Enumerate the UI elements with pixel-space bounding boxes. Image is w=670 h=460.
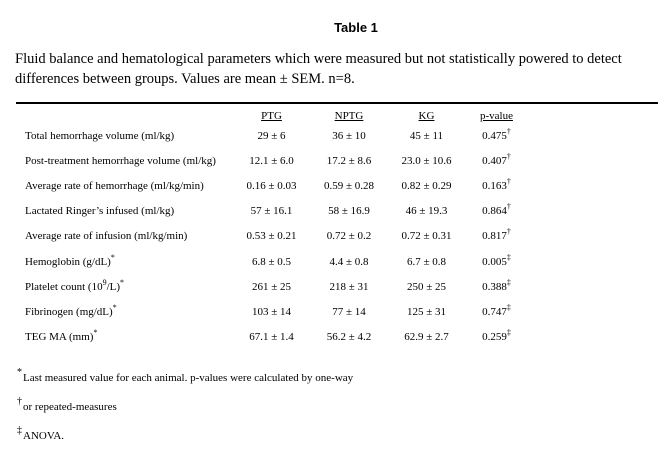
p-value-text: 0.475 [482, 129, 507, 142]
p-value-mark: † [506, 126, 511, 136]
cell-ptg: 57 ± 16.1 [250, 205, 293, 218]
cell-kg: 6.7 ± 0.8 [406, 255, 447, 268]
table-row [16, 325, 529, 350]
cell-ptg: 0.53 ± 0.21 [246, 230, 297, 243]
cell-p-value [464, 123, 529, 148]
cell-ptg: 67.1 ± 1.4 [249, 331, 294, 344]
table-row [16, 199, 529, 224]
cell-kg: 250 ± 25 [406, 280, 447, 293]
row-label-text: Platelet count (10 [25, 280, 103, 293]
row-label-text: Post-treatment hemorrhage volume (ml/kg) [25, 154, 216, 167]
cell-p-value [464, 325, 529, 350]
header-p-value: p-value [480, 109, 513, 122]
table-row [16, 173, 529, 198]
cell-nptg: 77 ± 14 [332, 305, 366, 318]
row-label [16, 148, 234, 173]
cell-ptg: 29 ± 6 [257, 129, 286, 142]
p-value-text: 0.747 [482, 305, 507, 318]
cell-kg: 0.82 ± 0.29 [401, 179, 452, 192]
table-row [16, 274, 529, 299]
cell-kg: 23.0 ± 10.6 [401, 154, 452, 167]
cell-ptg: 103 ± 14 [251, 305, 292, 318]
header-row [16, 108, 529, 123]
row-label [16, 224, 234, 249]
cell-nptg: 0.59 ± 0.28 [323, 179, 375, 192]
cell-p-value [464, 249, 529, 274]
row-label [16, 173, 234, 198]
top-rule [16, 102, 658, 104]
p-value-text: 0.005 [482, 255, 507, 268]
caption-line-1: Fluid balance and hematological parameters which were measured but not statistically powered to detect [15, 51, 622, 67]
cell-kg: 45 ± 11 [409, 129, 444, 142]
cell-ptg: 261 ± 25 [251, 280, 292, 293]
row-label [16, 123, 234, 148]
row-label-text: TEG MA (mm) [25, 331, 94, 344]
table-row [16, 249, 529, 274]
cell-kg: 46 ± 19.3 [405, 205, 448, 218]
header-parameter [16, 108, 234, 123]
header-kg: KG [418, 109, 435, 122]
table-caption [15, 49, 670, 89]
row-label-text: Fibrinogen (mg/dL) [25, 305, 113, 318]
table-row [16, 148, 529, 173]
header-nptg: NPTG [334, 109, 364, 122]
footnote-text: ANOVA. [23, 430, 65, 442]
footnote-dagger [17, 396, 117, 413]
footnote-text: or repeated-measures [23, 401, 117, 413]
cell-p-value [464, 224, 529, 249]
cell-kg: 62.9 ± 2.7 [404, 331, 449, 344]
header-ptg: PTG [261, 109, 282, 122]
p-value-text: 0.407 [482, 154, 507, 167]
cell-p-value [464, 148, 529, 173]
p-value-mark: ‡ [506, 302, 511, 312]
cell-nptg: 36 ± 10 [332, 129, 366, 142]
cell-kg: 0.72 ± 0.31 [401, 230, 452, 243]
table-title: Table 1 [334, 20, 378, 35]
label-superscript: * [120, 277, 125, 287]
cell-p-value [464, 299, 529, 324]
footnote-asterisk [17, 367, 354, 384]
row-label [16, 249, 234, 274]
footnote-double-dagger [17, 425, 65, 442]
cell-p-value [464, 274, 529, 299]
footnote-text: Last measured value for each animal. p-values were calculated by one-way [23, 372, 354, 384]
row-label-text: Average rate of infusion (ml/kg/min) [25, 230, 188, 243]
label-superscript: * [112, 302, 117, 312]
cell-p-value [464, 173, 529, 198]
caption-line-2: differences between groups. Values are mean ± SEM. n=8. [15, 71, 355, 87]
label-exponent: 9 [102, 277, 107, 287]
cell-ptg: 0.16 ± 0.03 [246, 179, 297, 192]
row-label [16, 274, 234, 299]
p-value-text: 0.817 [482, 230, 507, 243]
cell-nptg: 17.2 ± 8.6 [326, 154, 372, 167]
data-table [16, 108, 529, 350]
p-value-mark: ‡ [506, 252, 511, 262]
row-label-text: Average rate of hemorrhage (ml/kg/min) [25, 179, 204, 192]
cell-ptg: 12.1 ± 6.0 [249, 154, 294, 167]
p-value-mark: † [506, 176, 511, 186]
cell-kg: 125 ± 31 [406, 305, 447, 318]
label-superscript: * [93, 328, 98, 338]
table-row [16, 123, 529, 148]
row-label [16, 299, 234, 324]
row-label-text: Total hemorrhage volume (ml/kg) [25, 129, 175, 142]
cell-p-value [464, 199, 529, 224]
cell-nptg: 4.4 ± 0.8 [329, 255, 369, 268]
row-label-text: Lactated Ringer’s infused (ml/kg) [25, 205, 175, 218]
p-value-mark: † [506, 151, 511, 161]
footnote-mark: † [17, 396, 22, 407]
p-value-mark: † [506, 202, 511, 212]
cell-nptg: 218 ± 31 [329, 280, 369, 293]
p-value-mark: † [506, 227, 511, 237]
p-value-text: 0.259 [482, 331, 507, 344]
row-label [16, 199, 234, 224]
table-row [16, 299, 529, 324]
cell-ptg: 6.8 ± 0.5 [251, 255, 292, 268]
row-label-tail: /L) [106, 280, 121, 293]
cell-nptg: 58 ± 16.9 [328, 205, 370, 218]
row-label [16, 325, 234, 350]
p-value-text: 0.163 [482, 179, 507, 192]
footnote-mark: * [17, 367, 22, 378]
table-row [16, 224, 529, 249]
p-value-text: 0.388 [482, 280, 507, 293]
p-value-mark: ‡ [506, 277, 511, 287]
cell-nptg: 0.72 ± 0.2 [326, 230, 372, 243]
row-label-text: Hemoglobin (g/dL) [25, 255, 111, 268]
p-value-text: 0.864 [482, 205, 507, 218]
cell-nptg: 56.2 ± 4.2 [326, 331, 372, 344]
footnote-mark: ‡ [17, 425, 22, 436]
p-value-mark: ‡ [506, 328, 511, 338]
label-superscript: * [110, 252, 115, 262]
